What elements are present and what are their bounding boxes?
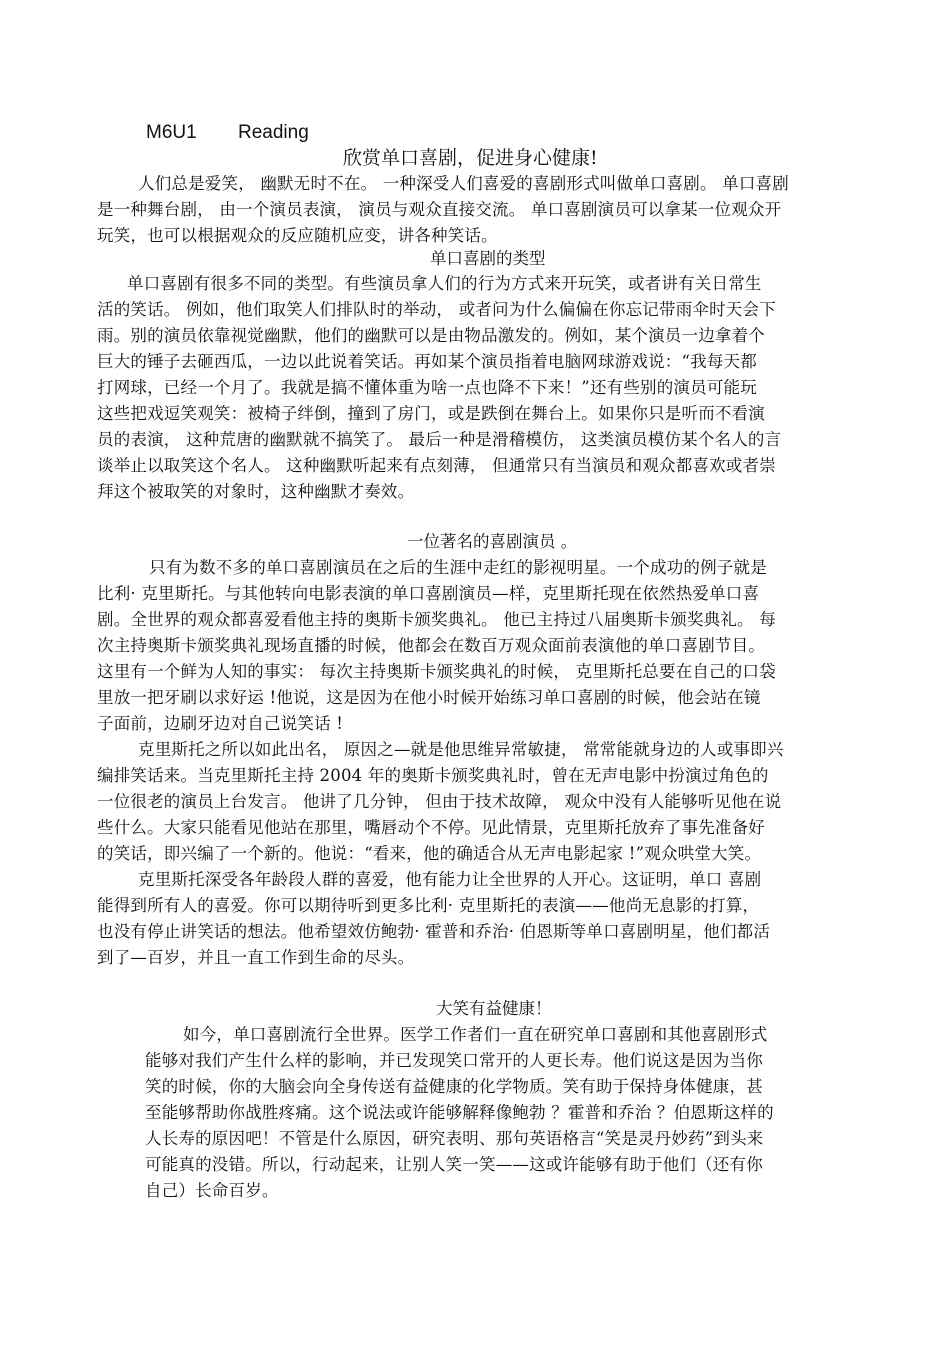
text-line: 这里有一个鲜为人知的事实： 每次主持奥斯卡颁奖典礼的时候， 克里斯托总要在自己的口袋 — [97, 662, 776, 681]
text-line: 比利· 克里斯托。与其他转向电影表演的单口喜剧演员—样，克里斯托现在依然热爱单口喜 — [97, 584, 760, 603]
text-line: 至能够帮助你战胜疼痛。这个说法或许能够解释像鲍勃 ？霍普和乔治 ？伯恩斯这样的 — [145, 1103, 774, 1122]
text-line: 可能真的没错。所以，行动起来，让别人笑一笑——这或许能够有助于他们（还有你 — [145, 1155, 763, 1174]
text-line: 笑的时候，你的大脑会向全身传送有益健康的化学物质。笑有助于保持身体健康，甚 — [145, 1077, 763, 1096]
text-line: 里放一把牙刷以求好运 !他说，这是因为在他小时候开始练习单口喜剧的时候，他会站在镜 — [97, 688, 761, 707]
text-line: 一位很老的演员上台发言。 他讲了几分钟， 但由于技术故障， 观众中没有人能够听见他在说 — [97, 792, 782, 811]
unit-code: M6U1 — [146, 122, 197, 143]
text-line: 活的笑话。 例如，他们取笑人们排队时的举动， 或者问为什么偏偏在你忘记带雨伞时天会下 — [97, 300, 776, 319]
text-line: 能够对我们产生什么样的影响，并已发现笑口常开的人更长寿。他们说这是因为当你 — [145, 1051, 763, 1070]
text-line: 子面前，边刷牙边对自己说笑话 ! — [97, 714, 344, 733]
section-label: Reading — [238, 122, 309, 143]
text-line: 自己）长命百岁。 — [145, 1181, 279, 1200]
section-heading: 一位著名的喜剧演员 。 — [407, 532, 578, 551]
section-heading: 大笑有益健康！ — [436, 999, 552, 1018]
text-line: 如今，单口喜剧流行全世界。医学工作者们一直在研究单口喜剧和其他喜剧形式 — [183, 1025, 768, 1044]
text-line: 雨。别的演员依靠视觉幽默，他们的幽默可以是由物品激发的。例如，某个演员一边拿着个 — [97, 326, 765, 345]
text-line: 打网球，已经一个月了。我就是搞不懂体重为啥一点也降不下来！”还有些别的演员可能玩 — [97, 378, 757, 397]
text-line: 人长寿的原因吧！不管是什么原因，研究表明、那句英语格言“笑是灵丹妙药”到头来 — [145, 1129, 764, 1148]
text-line: 这些把戏逗笑观笑：被椅子绊倒，撞到了房门，或是跌倒在舞台上。如果你只是听而不看演 — [97, 404, 765, 423]
text-line: 巨大的锤子去砸西瓜，一边以此说着笑话。再如某个演员指着电脑网球游戏说：“我每天都 — [97, 352, 757, 371]
text-line: 次主持奥斯卡颁奖典礼现场直播的时候，他都会在数百万观众面前表演他的单口喜剧节目。 — [97, 636, 765, 655]
text-line: 克里斯托之所以如此出名， 原因之—就是他思维异常敏捷， 常常能就身边的人或事即兴 — [138, 740, 784, 759]
section-heading: 单口喜剧的类型 — [430, 249, 546, 268]
text-line: 只有为数不多的单口喜剧演员在之后的生涯中走红的影视明星。一个成功的例子就是 — [149, 558, 767, 577]
text-line: 到了—百岁，并且一直工作到生命的尽头。 — [97, 948, 415, 967]
text-line: 员的表演， 这种荒唐的幽默就不搞笑了。 最后一种是滑稽模仿， 这类演员模仿某个名人的言 — [97, 430, 782, 449]
text-line: 也没有停止讲笑话的想法。他希望效仿鲍勃· 霍普和乔治· 伯恩斯等单口喜剧明星，他们都活 — [97, 922, 771, 941]
text-line: 克里斯托深受各年龄段人群的喜爱，他有能力让全世界的人开心。这证明，单口 喜剧 — [138, 870, 762, 889]
text-line: 玩笑，也可以根据观众的反应随机应变，讲各种笑话。 — [97, 226, 498, 245]
text-line: 谈举止以取笑这个名人。 这种幽默听起来有点刻薄， 但通常只有当演员和观众都喜欢或者崇 — [97, 456, 776, 475]
text-line: 编排笑话来。当克里斯托主持 2004 年的奥斯卡颁奖典礼时，曾在无声电影中扮演过角色的 — [97, 766, 769, 785]
text-line: 人们总是爱笑， 幽默无时不在。 一种深受人们喜爱的喜剧形式叫做单口喜剧。 单口喜剧 — [138, 174, 789, 193]
text-line: 的笑话，即兴编了一个新的。他说：“看来，他的确适合从无声电影起家 !”观众哄堂大笑。 — [97, 844, 762, 863]
text-line: 些什么。大家只能看见他站在那里，嘴唇动个不停。见此情景，克里斯托放弃了事先准备好 — [97, 818, 765, 837]
text-line: 单口喜剧有很多不同的类型。有些演员拿人们的行为方式来开玩笑，或者讲有关日常生 — [127, 274, 762, 293]
text-line: 拜这个被取笑的对象时，这种幽默才奏效。 — [97, 482, 415, 501]
text-line: 剧。全世界的观众都喜爱看他主持的奥斯卡颁奖典礼。 他已主持过八届奥斯卡颁奖典礼。 每 — [97, 610, 776, 629]
text-line: 是一种舞台剧， 由一个演员表演， 演员与观众直接交流。 单口喜剧演员可以拿某一位观众开 — [97, 200, 782, 219]
page-title: 欣赏单口喜剧，促进身心健康! — [343, 147, 598, 169]
text-line: 能得到所有人的喜爱。你可以期待听到更多比利· 克里斯托的表演——他尚无息影的打算， — [97, 896, 760, 915]
